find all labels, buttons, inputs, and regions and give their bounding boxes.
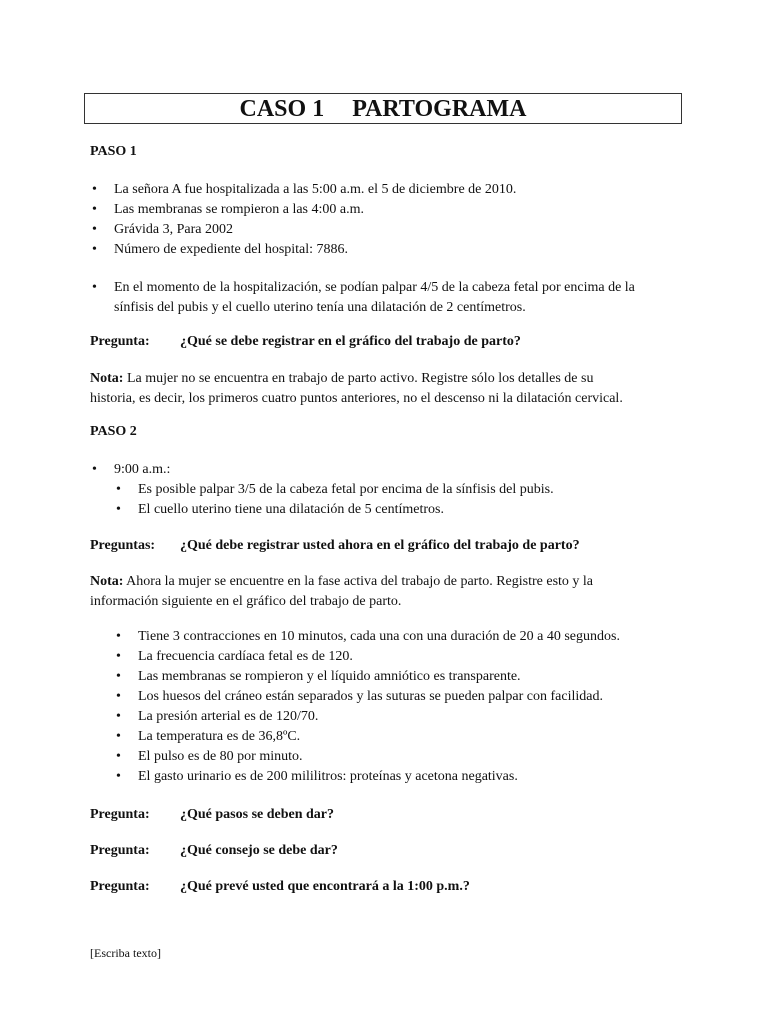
list-item: • Las membranas se rompieron a las 4:00 a.m. bbox=[90, 200, 516, 220]
paso1-admission-list bbox=[90, 278, 635, 318]
list-item: • Es posible palpar 3/5 de la cabeza fetal por encima de la sínfisis del pubis. bbox=[114, 480, 554, 500]
list-item: • Las membranas se rompieron y el líquido amniótico es transparente. bbox=[114, 667, 620, 687]
list-item: • La presión arterial es de 120/70. bbox=[114, 707, 620, 727]
note-label: Nota: bbox=[90, 371, 124, 386]
list-item: • 9:00 a.m.: bbox=[90, 460, 170, 480]
question-forecast bbox=[90, 879, 470, 895]
question-label: Pregunta: bbox=[90, 879, 150, 894]
paso2-time-list bbox=[90, 460, 170, 480]
question-text: ¿Qué prevé usted que encontrará a la 1:00 p.m.? bbox=[180, 879, 470, 894]
question-text: ¿Qué debe registrar usted ahora en el gráfico del trabajo de parto? bbox=[180, 538, 580, 553]
question-label: Pregunta: bbox=[90, 334, 150, 349]
note-line-2: información siguiente en el gráfico del trabajo de parto. bbox=[90, 594, 402, 609]
list-item: • La frecuencia cardíaca fetal es de 120. bbox=[114, 647, 620, 667]
list-item: • El cuello uterino tiene una dilatación de 5 centímetros. bbox=[114, 500, 554, 520]
question-text: ¿Qué pasos se deben dar? bbox=[180, 807, 335, 822]
list-item: • Los huesos del cráneo están separados y las suturas se pueden palpar con facilidad. bbox=[114, 687, 620, 707]
question-label: Preguntas: bbox=[90, 538, 156, 553]
paso1-note bbox=[90, 369, 690, 409]
list-item bbox=[90, 278, 635, 318]
case-number: CASO 1 bbox=[239, 96, 325, 122]
document-title: PARTOGRAMA bbox=[352, 96, 527, 122]
paso1-bullet-list bbox=[90, 180, 516, 260]
paso1-question bbox=[90, 334, 521, 350]
question-steps bbox=[90, 807, 334, 823]
paso2-question bbox=[90, 538, 580, 554]
question-label: Pregunta: bbox=[90, 807, 150, 822]
footer-placeholder[interactable]: [Escriba texto] bbox=[90, 946, 161, 960]
note-line-1: Ahora la mujer se encuentre en la fase activa del trabajo de parto. Registre esto y la bbox=[123, 574, 594, 589]
list-item: • Número de expediente del hospital: 7886. bbox=[90, 240, 516, 260]
list-item: • La temperatura es de 36,8ºC. bbox=[114, 727, 620, 747]
title-box bbox=[84, 93, 682, 124]
list-item: • Grávida 3, Para 2002 bbox=[90, 220, 516, 240]
list-item: • Tiene 3 contracciones en 10 minutos, cada una con una duración de 20 a 40 segundos. bbox=[114, 627, 620, 647]
list-item: • El pulso es de 80 por minuto. bbox=[114, 747, 620, 767]
note-line-2: historia, es decir, los primeros cuatro puntos anteriores, no el descenso ni la dilatación cervical. bbox=[90, 391, 623, 406]
paso2-heading: PASO 2 bbox=[90, 424, 137, 439]
question-label: Pregunta: bbox=[90, 843, 150, 858]
question-text: ¿Qué se debe registrar en el gráfico del trabajo de parto? bbox=[180, 334, 521, 349]
question-advice bbox=[90, 843, 338, 859]
question-text: ¿Qué consejo se debe dar? bbox=[180, 843, 338, 858]
note-label: Nota: bbox=[90, 574, 124, 589]
paso1-heading: PASO 1 bbox=[90, 144, 137, 159]
admission-line-1: En el momento de la hospitalización, se podían palpar 4/5 de la cabeza fetal por encima de la bbox=[114, 280, 635, 295]
list-item: • El gasto urinario es de 200 mililitros: proteínas y acetona negativas. bbox=[114, 767, 620, 787]
paso2-note bbox=[90, 572, 690, 612]
paso2-findings-list bbox=[114, 627, 620, 787]
paso2-sub-list bbox=[114, 480, 554, 520]
admission-line-2: sínfisis del pubis y el cuello uterino tenía una dilatación de 2 centímetros. bbox=[114, 300, 526, 315]
list-item: • La señora A fue hospitalizada a las 5:00 a.m. el 5 de diciembre de 2010. bbox=[90, 180, 516, 200]
note-line-1: La mujer no se encuentra en trabajo de parto activo. Registre sólo los detalles de su bbox=[123, 371, 594, 386]
